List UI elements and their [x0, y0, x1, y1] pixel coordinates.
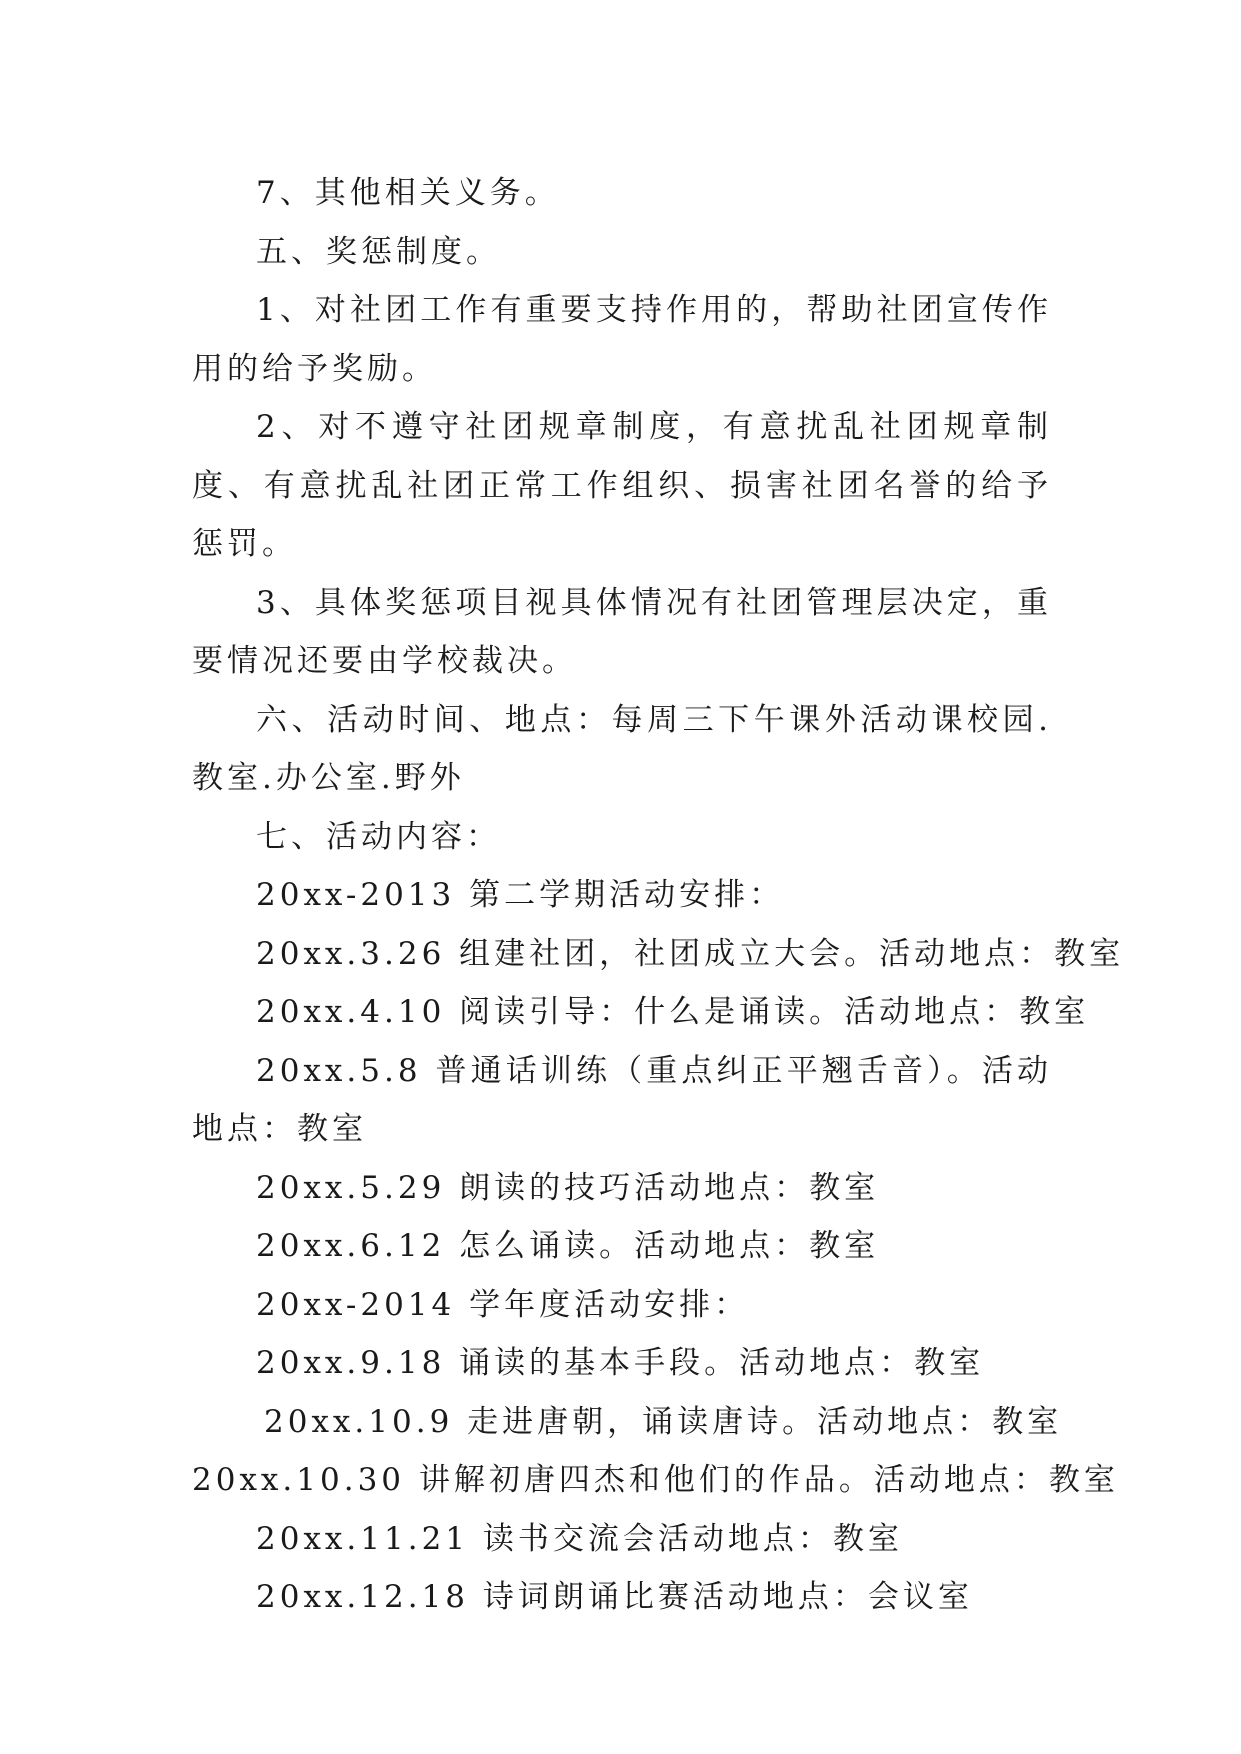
- paragraph-obligation-7: 7、其他相关义务。: [256, 175, 560, 211]
- schedule-item: 20xx.12.18 诗词朗诵比赛活动地点：会议室: [256, 1579, 973, 1615]
- schedule-item: 20xx.5.8 普通话训练（重点纠正平翘舌音）。活动地点：教室: [192, 1052, 1052, 1147]
- heading-activity-content: 七、活动内容：: [256, 818, 501, 855]
- heading-activity-time-place: 六、活动时间、地点：每周三下午课外活动课校园.教室.办公室.野外: [192, 701, 1052, 796]
- schedule-item: 20xx.10.9 走进唐朝，诵读唐诗。活动地点：教室: [264, 1403, 1063, 1440]
- schedule-item: 20xx.9.18 诵读的基本手段。活动地点：教室: [256, 1345, 985, 1381]
- schedule-item: 20xx.10.30 讲解初唐四杰和他们的作品。活动地点：教室: [192, 1462, 1119, 1498]
- paragraph-decision-3: 3、具体奖惩项目视具体情况有社团管理层决定，重要情况还要由学校裁决。: [192, 584, 1052, 679]
- paragraph-reward-1: 1、对社团工作有重要支持作用的，帮助社团宣传作用的给予奖励。: [192, 292, 1052, 387]
- schedule-item: 20xx.11.21 读书交流会活动地点：教室: [256, 1520, 903, 1557]
- schedule-heading-semester-2: 20xx-2013 第二学期活动安排：: [256, 877, 785, 913]
- schedule-item: 20xx.5.29 朗读的技巧活动地点：教室: [256, 1169, 880, 1206]
- paragraph-penalty-2: 2、对不遵守社团规章制度，有意扰乱社团规章制度、有意扰乱社团正常工作组织、损害社团名誉的给予惩罚。: [192, 409, 1052, 562]
- schedule-heading-academic-year: 20xx-2014 学年度活动安排：: [256, 1286, 750, 1323]
- schedule-item: 20xx.3.26 组建社团，社团成立大会。活动地点：教室: [256, 935, 1125, 972]
- schedule-item: 20xx.4.10 阅读引导：什么是诵读。活动地点：教室: [256, 994, 1090, 1030]
- heading-rewards-penalties: 五、奖惩制度。: [256, 233, 501, 270]
- schedule-item: 20xx.6.12 怎么诵读。活动地点：教室: [256, 1228, 880, 1264]
- document-body: [192, 164, 1125, 1627]
